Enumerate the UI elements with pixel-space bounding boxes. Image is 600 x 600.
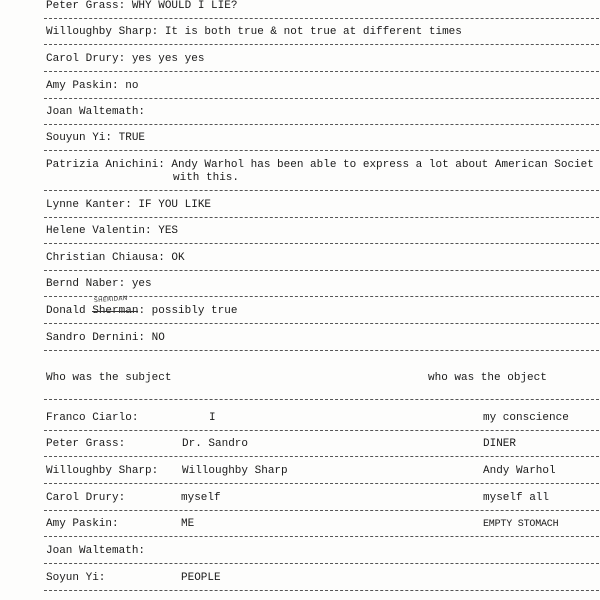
answer-peter-grass: Peter Grass: WHY WOULD I LIE?: [46, 0, 238, 12]
row-object: Andy Warhol: [483, 465, 556, 477]
divider: [44, 350, 600, 351]
answer-rest: : possibly true: [138, 305, 238, 317]
row-subject: I: [209, 412, 216, 424]
row-name: Joan Waltemath:: [46, 545, 146, 557]
answer-helene-valentin: Helene Valentin: YES: [46, 225, 179, 237]
handwritten-correction: SHERIDAN: [93, 294, 128, 305]
divider: [44, 71, 600, 72]
divider: [44, 243, 600, 244]
answer-donald-sheridan: [46, 305, 600, 318]
row-subject: Dr. Sandro: [182, 438, 249, 450]
divider: [44, 18, 600, 19]
answer-bernd-naber: Bernd Naber: yes: [46, 278, 152, 290]
answer-patrizia-anichini: Patrizia Anichini: Andy Warhol has been able to express a lot about American Societ: [46, 159, 594, 171]
divider: [44, 150, 600, 151]
answer-sandro-dernini: Sandro Dernini: NO: [46, 332, 165, 344]
divider: [44, 590, 600, 591]
struck-name: Sherman: [92, 305, 139, 317]
row-object: EMPTY STOMACH: [483, 519, 559, 530]
row-subject: ME: [181, 518, 195, 530]
divider: [44, 217, 600, 218]
row-object: DINER: [483, 438, 517, 450]
divider: [44, 456, 600, 457]
row-name: Willoughby Sharp:: [46, 465, 159, 477]
answer-carol-drury: Carol Drury: yes yes yes: [46, 53, 205, 65]
row-subject: myself: [181, 492, 221, 504]
row-object: myself all: [483, 492, 550, 504]
divider: [44, 536, 600, 537]
row-subject: Willoughby Sharp: [182, 465, 288, 477]
divider: [44, 563, 600, 564]
answer-souyun-yi: Souyun Yi: TRUE: [46, 132, 146, 144]
answer-christian-chiausa: Christian Chiausa: OK: [46, 252, 185, 264]
divider: [44, 190, 600, 191]
row-name: Amy Paskin:: [46, 518, 119, 530]
answer-joan-waltemath: Joan Waltemath:: [46, 106, 146, 118]
row-name: Carol Drury:: [46, 492, 126, 504]
divider: [44, 399, 600, 400]
object-heading: who was the object: [428, 372, 547, 384]
row-object: my conscience: [483, 412, 569, 424]
row-name: Soyun Yi:: [46, 572, 106, 584]
divider: [44, 323, 600, 324]
divider: [44, 124, 600, 125]
divider: [44, 44, 600, 45]
answer-lynne-kanter: Lynne Kanter: IF YOU LIKE: [46, 199, 212, 211]
divider: [44, 98, 600, 99]
divider: [44, 270, 600, 271]
answer-prefix: Donald: [46, 305, 93, 317]
row-subject: PEOPLE: [181, 572, 221, 584]
answer-amy-paskin: Amy Paskin: no: [46, 80, 139, 92]
divider: [44, 483, 600, 484]
divider: [44, 430, 600, 431]
subject-heading: Who was the subject: [46, 372, 172, 384]
answer-willoughby-sharp: Willoughby Sharp: It is both true & not true at different times: [46, 26, 462, 38]
divider: [44, 510, 600, 511]
row-name: Franco Ciarlo:: [46, 412, 139, 424]
answer-patrizia-anichini-continued: with this.: [173, 172, 240, 184]
row-name: Peter Grass:: [46, 438, 126, 450]
